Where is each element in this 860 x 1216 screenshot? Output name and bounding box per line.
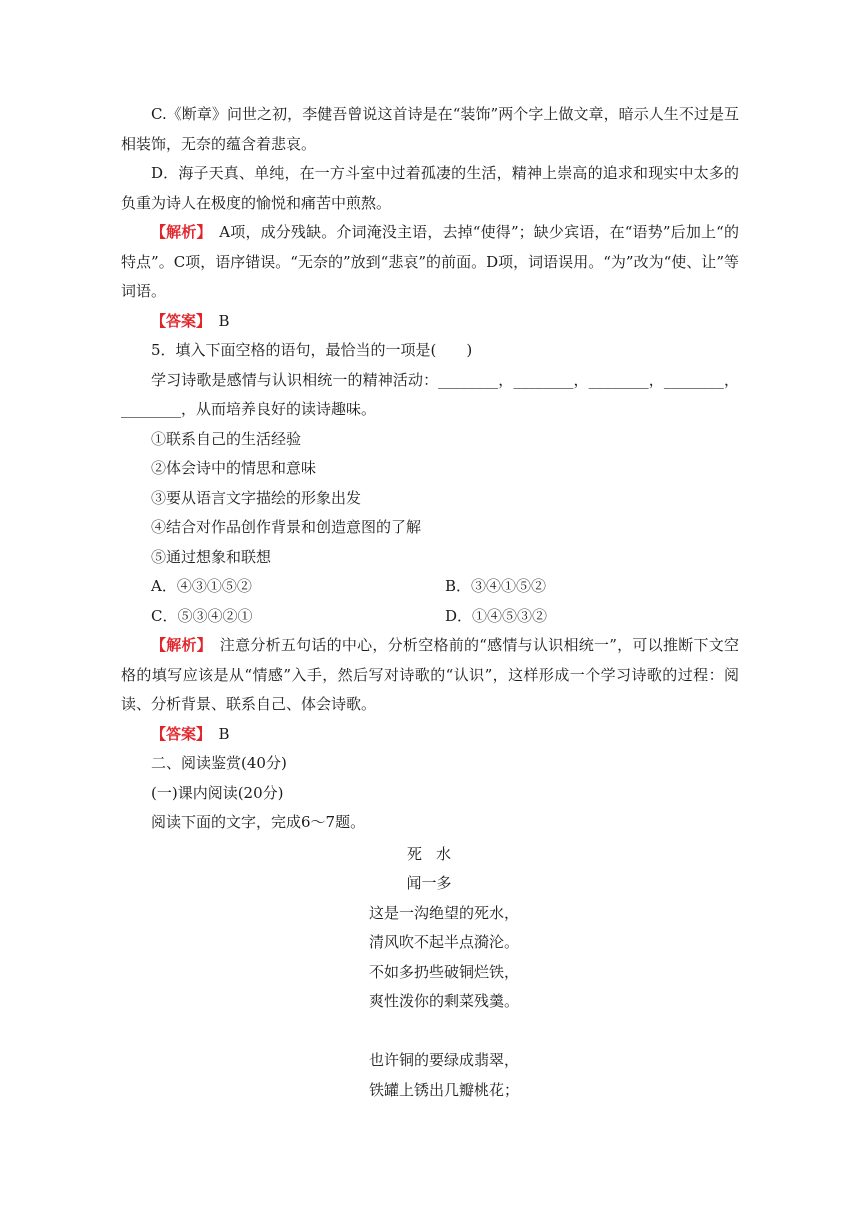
question-4-option-c: C.《断章》问世之初，李健吾曾说这首诗是在“装饰”两个字上做文章，暗示人生不过是互相装饰，无奈的蕴含着悲哀。 [121, 105, 739, 153]
poem-stanza-1 [121, 899, 739, 1017]
option-a: A．④③①⑤② [151, 577, 252, 595]
question-4-analysis [121, 218, 739, 307]
option-c: C．⑤③④②① [151, 606, 253, 625]
question-5-passage: 学习诗歌是感情与认识相统一的精神活动：________，________，________，________，________，从而培养良好的读诗趣味。 [121, 370, 739, 418]
answer-label: 【答案】 [151, 311, 204, 330]
analysis-label: 【解析】 [151, 223, 205, 241]
analysis-text: A项，成分残缺。介词淹没主语，去掉“使得”；缺少宾语，在“语势”后加上“的特点”。C项，语序错误。“无奈的”放到“悲哀”的前面。D项，词语误用。“为”改为“使、让”等词语。 [121, 223, 739, 300]
option-d: D．①④⑤③② [445, 606, 548, 625]
section-heading: 二、阅读鉴赏(40分) [151, 754, 287, 772]
question-5-answer [121, 720, 739, 750]
analysis-label: 【解析】 [151, 636, 205, 654]
answer-label: 【答案】 [151, 724, 204, 743]
poem-stanza-2 [121, 1046, 739, 1105]
analysis-text: 注意分析五句话的中心，分析空格前的“感情与认识相统一”，可以推断下文空格的填写应该是从“情感”入手，然后写对诗歌的“认识”，这样形成一个学习诗歌的过程：阅读、分析背景、联系自己、体会诗歌。 [121, 636, 739, 713]
question-5-sentence-1: ①联系自己的生活经验 [151, 429, 302, 448]
question-5-sentence-4: ④结合对作品创作背景和创造意图的了解 [151, 518, 422, 536]
poem-author: 闻一多 [406, 874, 452, 892]
question-5-sentence-5: ⑤通过想象和联想 [151, 547, 272, 566]
question-5-sentence-2: ②体会诗中的情思和意味 [151, 459, 317, 477]
question-5-options-row-2 [121, 602, 739, 632]
question-5-analysis [121, 631, 739, 720]
poem-line: 也许铜的要绿成翡翠， [369, 1051, 520, 1069]
question-4-option-d: D．海子天真、单纯，在一方斗室中过着孤凄的生活，精神上崇高的追求和现实中太多的负重为诗人在极度的愉悦和痛苦中煎熬。 [121, 164, 739, 212]
document-body [121, 100, 739, 1105]
question-4-answer [121, 307, 739, 337]
poem-line: 这是一沟绝望的死水， [369, 903, 520, 922]
poem-line: 不如多扔些破铜烂铁， [369, 962, 520, 981]
reading-instruction: 阅读下面的文字，完成6～7题。 [151, 813, 366, 831]
poem [121, 840, 739, 1106]
question-5-stem: 5．填入下面空格的语句，最恰当的一项是( ) [151, 341, 473, 359]
question-5-options-row-1 [121, 572, 739, 602]
poem-line: 铁罐上锈出几瓣桃花； [369, 1080, 520, 1099]
answer-text: B [203, 724, 230, 743]
question-5-sentence-3: ③要从语言文字描绘的形象出发 [151, 488, 362, 507]
poem-line: 清风吹不起半点漪沦。 [369, 933, 520, 951]
subsection-heading: (一)课内阅读(20分) [151, 783, 284, 802]
poem-line: 爽性泼你的剩菜残羹。 [369, 992, 520, 1010]
option-b: B．③④①⑤② [445, 577, 547, 595]
answer-text: B [203, 311, 230, 330]
poem-title: 死水 [406, 844, 465, 863]
stanza-gap [121, 1017, 739, 1047]
